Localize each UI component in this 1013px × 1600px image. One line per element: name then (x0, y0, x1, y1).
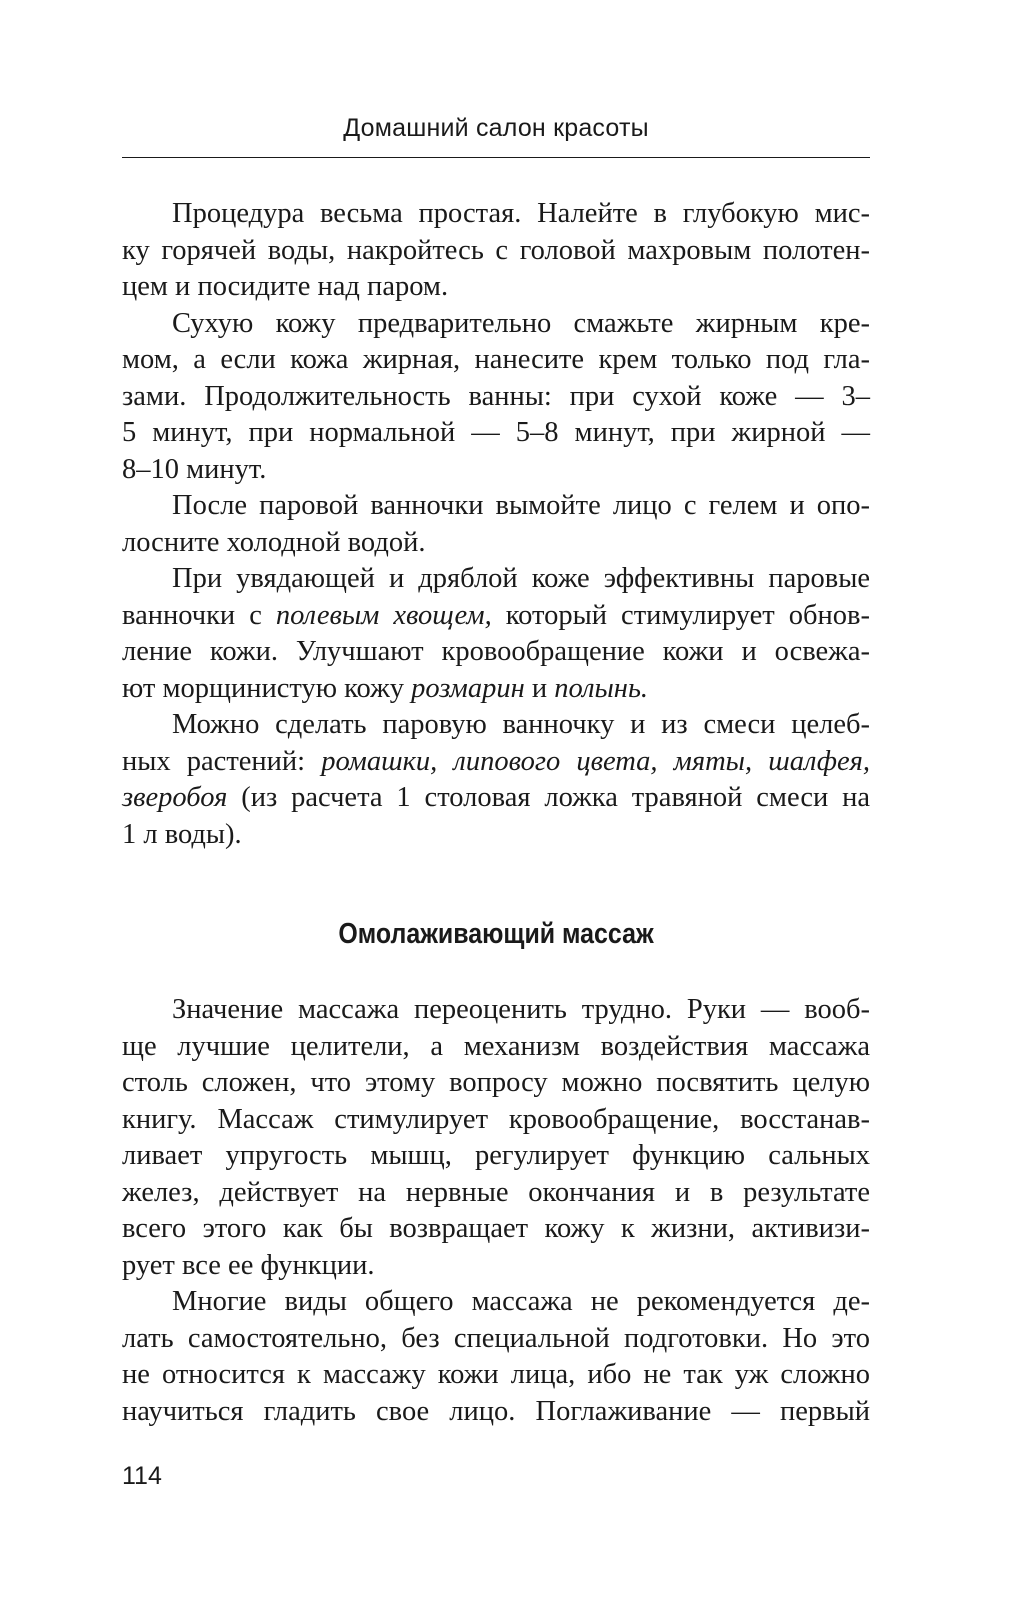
text-line (122, 196, 870, 233)
text-line (122, 561, 870, 598)
text-run: Значение массажа переоценить трудно. Руки — вооб- (172, 994, 870, 1025)
body-text-block-2 (122, 992, 870, 1430)
italic-text: полынь. (554, 672, 649, 704)
text-line (122, 817, 870, 854)
text-run: лосните холодной водой. (122, 526, 426, 558)
text-run: мом, а если кожа жирная, нанесите крем только под гла- (122, 344, 870, 375)
text-run: 5 минут, при нормальной — 5–8 минут, при жирной — (122, 417, 870, 448)
text-run: ще лучшие целители, а механизм воздействия массажа (122, 1030, 870, 1062)
text-line (122, 306, 870, 343)
text-run: После паровой ванночки вымойте лицо с гелем и опо- (172, 490, 870, 521)
italic-text: розмарин (411, 672, 525, 704)
section-title: Омолаживающий массаж (338, 918, 654, 950)
text-line (122, 1248, 870, 1285)
text-line (122, 379, 870, 416)
italic-text: зверобоя (122, 782, 228, 813)
text-run: Многие виды общего массажа не рекомендуется де- (172, 1286, 870, 1317)
text-line (122, 1138, 870, 1175)
text-line (122, 744, 870, 781)
text-run: Сухую кожу предварительно смажьте жирным кре- (172, 307, 870, 339)
text-run: ют морщинистую кожу (122, 672, 412, 704)
text-run: ных растений: (122, 745, 322, 777)
text-line (122, 671, 870, 708)
text-run: книгу. Массаж стимулирует кровообращение, восстанав- (122, 1103, 870, 1135)
text-run: 8–10 минут. (122, 453, 267, 485)
body-text-block-1 (122, 196, 870, 853)
text-run: научиться гладить свое лицо. Поглаживание — первый (122, 1395, 870, 1427)
text-line (122, 1321, 870, 1358)
text-run: 1 л воды). (122, 818, 242, 850)
text-line (122, 525, 870, 562)
text-run: (из расчета 1 столовая ложка травяной смеси на (227, 782, 870, 813)
text-line (122, 1394, 870, 1431)
text-run: При увядающей и дряблой коже эффективны паровые (172, 563, 870, 594)
text-run: ванночки с (122, 599, 276, 631)
italic-text: полевым хвощем, (275, 599, 492, 631)
italic-text: ромашки, липового цвета, мяты, шалфея, (321, 745, 870, 777)
text-run: всего этого как бы возвращает кожу к жизни, активизи- (122, 1213, 870, 1244)
text-run: Можно сделать паровую ванночку и из смеси целеб- (172, 709, 870, 740)
text-line (122, 1029, 870, 1066)
text-line (122, 233, 870, 270)
text-run: зами. Продолжительность ванны: при сухой коже — 3– (122, 380, 870, 412)
text-run: не относится к массажу кожи лица, ибо не так уж сложно (122, 1359, 870, 1390)
text-line (122, 488, 870, 525)
text-run: и (524, 672, 555, 704)
text-line (122, 415, 870, 452)
text-line (122, 1175, 870, 1212)
text-line (122, 1284, 870, 1321)
text-line (122, 992, 870, 1029)
page-number: 114 (122, 1462, 162, 1490)
text-run: ку горячей воды, накройтесь с головой махровым полотен- (122, 234, 870, 266)
text-line (122, 269, 870, 306)
text-line (122, 342, 870, 379)
text-line (122, 1357, 870, 1394)
text-run: рует все ее функции. (122, 1249, 375, 1281)
text-line (122, 707, 870, 744)
text-line (122, 1102, 870, 1139)
text-run: Процедура весьма простая. Налейте в глубокую мис- (172, 198, 870, 229)
text-run: лать самостоятельно, без специальной подготовки. Но это (122, 1322, 870, 1354)
text-line (122, 598, 870, 635)
text-run: цем и посидите над паром. (122, 271, 449, 302)
header-rule (122, 157, 870, 158)
text-line (122, 1065, 870, 1102)
text-run: желез, действует на нервные окончания и в результате (122, 1176, 870, 1208)
text-line (122, 780, 870, 817)
text-run: ление кожи. Улучшают кровообращение кожи и освежа- (122, 636, 870, 667)
text-run: столь сложен, что этому вопросу можно посвятить целую (122, 1067, 870, 1098)
text-run: который стимулирует обнов- (491, 599, 870, 631)
text-run: ливает упругость мышц, регулирует функцию сальных (122, 1140, 870, 1171)
running-head: Домашний салон красоты (343, 114, 649, 142)
text-line (122, 1211, 870, 1248)
text-line (122, 634, 870, 671)
text-line (122, 452, 870, 489)
